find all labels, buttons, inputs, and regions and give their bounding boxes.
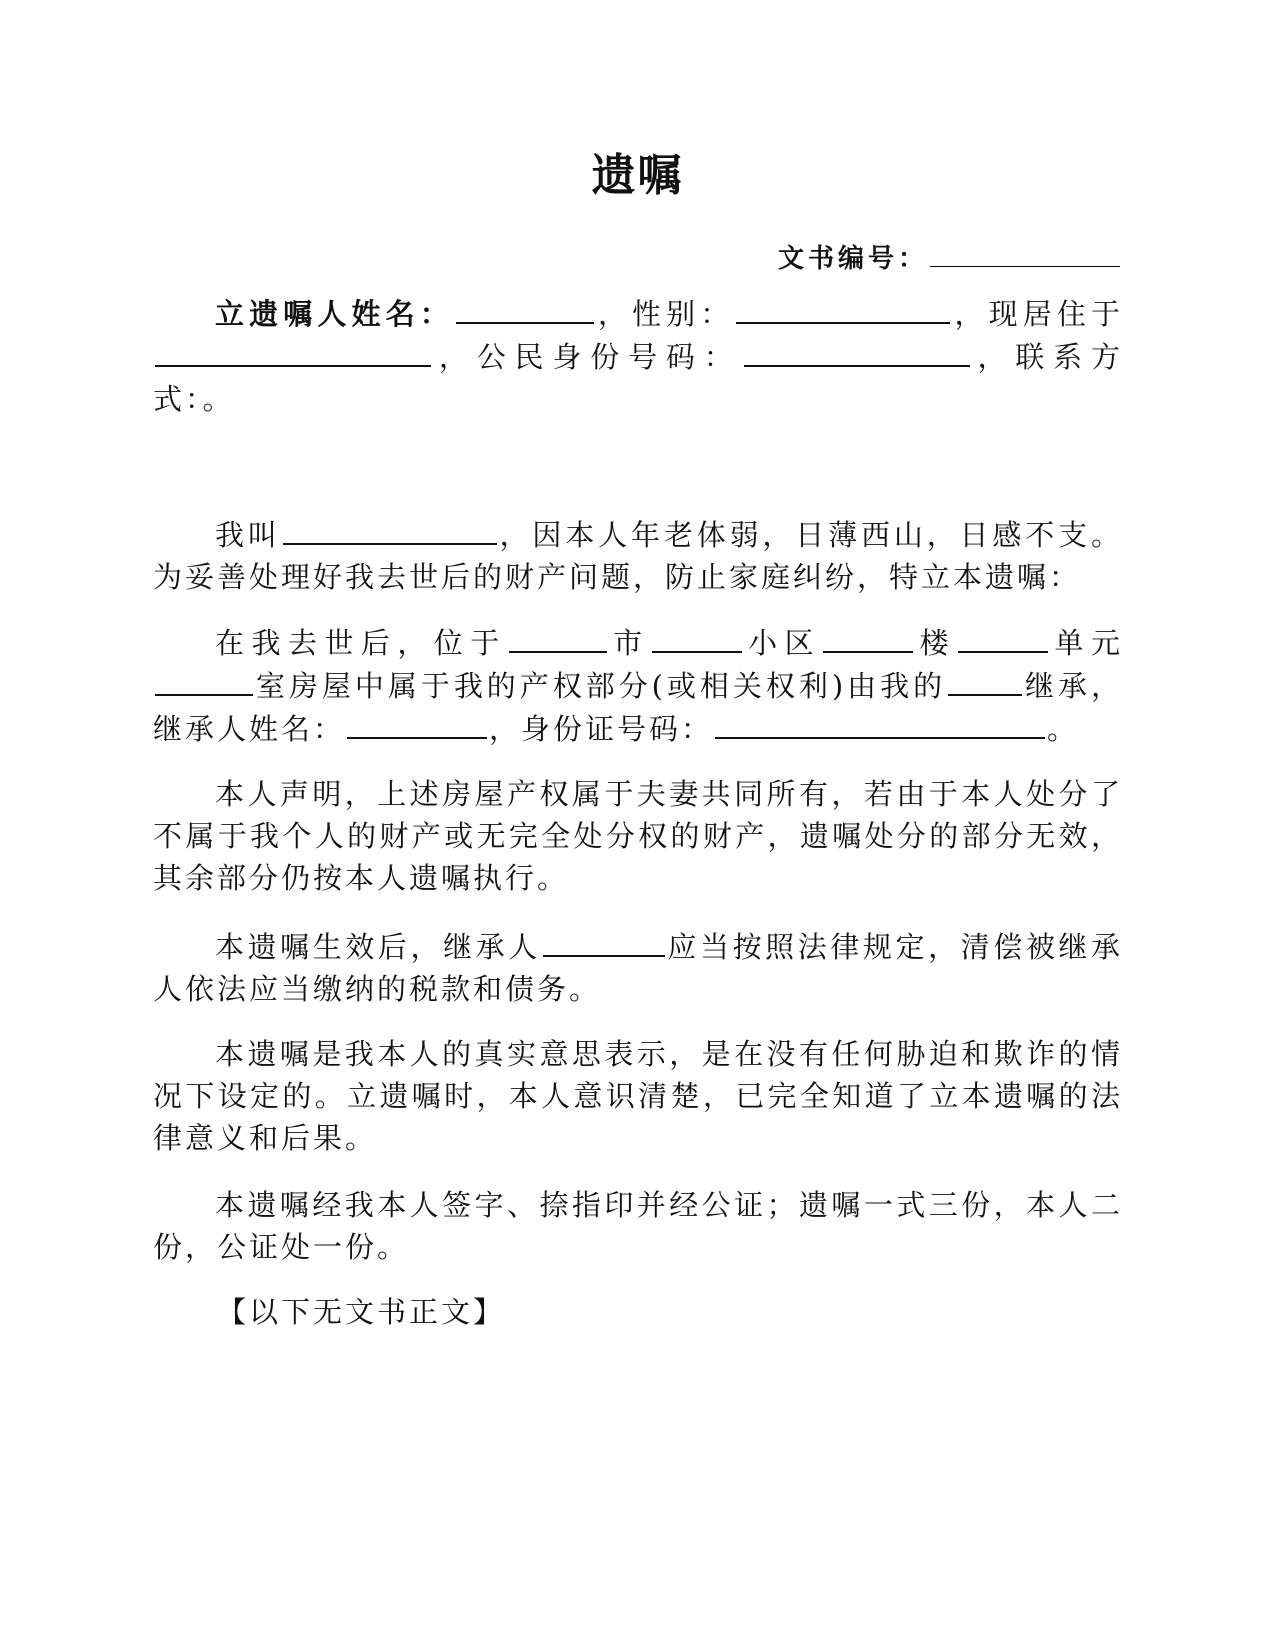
- property-paragraph: [153, 621, 1123, 750]
- testator-name-blank[interactable]: [456, 292, 594, 324]
- testator-info-paragraph: [153, 292, 1123, 420]
- relation-blank[interactable]: [948, 664, 1022, 696]
- end-note: 【以下无文书正文】: [217, 1295, 506, 1329]
- property-text-a: 在我去世后，位于: [215, 626, 507, 660]
- intro-text-b: ，因本人年老体弱，日薄西山，日感不支。为妥善处理好我去世后的财产问题，防止家庭纠纷，特立本遗嘱：: [153, 518, 1123, 594]
- property-text-f: 室房屋中属于我的产权部分(或相关权利)由我的: [255, 669, 947, 703]
- property-text-h: ，身份证号码：: [489, 712, 714, 746]
- intro-paragraph: [153, 513, 1123, 598]
- intent-paragraph: 本遗嘱是我本人的真实意思表示，是在没有任何胁迫和欺诈的情况下设定的。立遗嘱时，本人意识清楚，已完全知道了立本遗嘱的法律意义和后果。: [153, 1037, 1123, 1155]
- contact-label: ，联系方式：: [153, 340, 1123, 416]
- building-blank[interactable]: [823, 621, 913, 653]
- copies-paragraph: 本遗嘱经我本人签字、捺指印并经公证；遗嘱一式三份，本人二份，公证处一份。: [153, 1188, 1123, 1264]
- property-text-c: 小区: [743, 626, 822, 660]
- residence-blank[interactable]: [155, 335, 431, 367]
- id-number-label: ，公民身份号码：: [433, 340, 742, 374]
- gender-label: ，性别：: [595, 297, 735, 331]
- contact-end: 。: [202, 382, 235, 416]
- room-blank[interactable]: [155, 664, 253, 696]
- community-blank[interactable]: [652, 621, 742, 653]
- unit-blank[interactable]: [958, 621, 1048, 653]
- debt-paragraph: [153, 925, 1123, 1010]
- heir-name-blank[interactable]: [347, 707, 487, 739]
- id-number-blank[interactable]: [744, 335, 970, 367]
- property-text-i: 。: [1047, 712, 1080, 746]
- doc-number-label: 文书编号：: [777, 244, 928, 274]
- testator-name-label: 立遗嘱人姓名：: [215, 297, 454, 331]
- self-name-blank[interactable]: [283, 513, 497, 545]
- document-title: 遗嘱: [591, 150, 684, 201]
- debt-text-a: 本遗嘱生效后，继承人: [215, 930, 541, 964]
- intro-text-a: 我叫: [215, 518, 281, 552]
- heir-id-blank[interactable]: [715, 707, 1045, 739]
- residence-label: ，现居住于: [952, 297, 1123, 331]
- doc-number-blank[interactable]: [930, 236, 1120, 267]
- gender-blank[interactable]: [736, 292, 950, 324]
- debt-heir-blank[interactable]: [543, 925, 665, 957]
- property-text-b: 市: [608, 626, 650, 660]
- debt-text-b: 应当按照法律规定，清偿被继承人依法应当缴纳的税款和债务。: [153, 930, 1123, 1006]
- property-text-g: 继承，继承人姓名：: [153, 669, 1123, 746]
- property-text-d: 楼: [915, 626, 957, 660]
- declaration-paragraph: 本人声明，上述房屋产权属于夫妻共同所有，若由于本人处分了不属于我个人的财产或无完全处分权的财产，遗嘱处分的部分无效，其余部分仍按本人遗嘱执行。: [153, 777, 1123, 895]
- property-text-e: 单元: [1050, 626, 1123, 660]
- doc-number-line: [778, 236, 1122, 279]
- city-blank[interactable]: [509, 621, 607, 653]
